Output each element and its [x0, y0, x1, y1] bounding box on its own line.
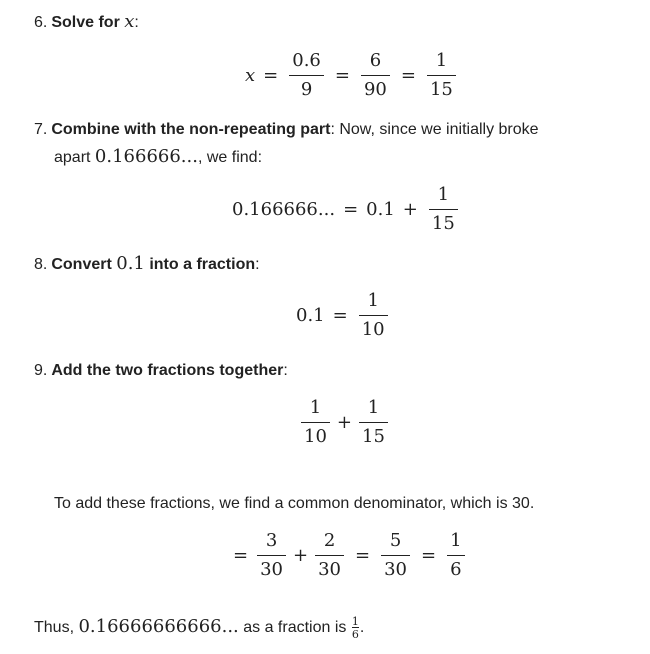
step-suffix: : [255, 256, 260, 273]
equation-10 [233, 530, 468, 581]
equals-sign: = [421, 545, 437, 566]
text-prefix: apart [54, 149, 95, 166]
plus-sign: + [402, 199, 418, 220]
equals-sign: = [343, 199, 359, 220]
numerator: 1 [367, 290, 379, 311]
numerator: 5 [389, 530, 402, 551]
fraction [429, 184, 458, 235]
step-number: 7. [34, 121, 48, 138]
equals-sign: = [233, 545, 249, 566]
numerator: 0.6 [292, 50, 321, 71]
step-number: 6. [34, 14, 48, 31]
numerator: 1 [351, 615, 359, 628]
fraction [359, 290, 388, 341]
plus-sign: + [336, 412, 352, 433]
numerator: 2 [323, 530, 336, 551]
numerator: 1 [435, 50, 448, 71]
denominator: 6 [447, 555, 464, 581]
equals-sign: = [263, 65, 279, 86]
step-6 [34, 11, 139, 34]
inline-fraction [352, 616, 359, 640]
step-title-post: into a fraction [144, 256, 256, 273]
step-title: Combine with the non-repeating part [51, 121, 331, 138]
denominator: 30 [381, 555, 410, 581]
plus-sign: + [293, 545, 309, 566]
conclusion-prefix: Thus, [34, 619, 79, 637]
fraction [301, 397, 330, 448]
step-suffix: : [283, 362, 288, 379]
common-denominator-text: To add these fractions, we find a common denominator, which is 30. [54, 495, 535, 512]
denominator: 90 [361, 75, 390, 101]
math-inline: 0.166666... [94, 146, 198, 167]
denominator: 6 [351, 628, 359, 641]
step-7 [34, 119, 539, 141]
fraction [257, 530, 286, 581]
math-inline: 0.1 [116, 253, 145, 274]
conclusion-mid: as a fraction is [238, 619, 351, 637]
equals-sign: = [355, 545, 371, 566]
fraction [289, 50, 324, 101]
numerator: 1 [450, 530, 462, 551]
numerator: 1 [437, 184, 450, 205]
variable-x: x [124, 11, 135, 32]
denominator: 9 [289, 75, 324, 101]
fraction [447, 530, 464, 581]
denominator: 10 [301, 422, 330, 448]
denominator: 30 [257, 555, 286, 581]
conclusion-end: . [359, 619, 365, 637]
equals-sign: = [332, 305, 348, 326]
denominator: 15 [359, 422, 388, 448]
eq-lhs: 0.166666... [232, 199, 336, 220]
equals-sign: = [334, 65, 350, 86]
eq-lhs: 0.1 [296, 305, 325, 326]
step-9 [34, 360, 288, 382]
fraction [381, 530, 410, 581]
step-text: : Now, since we initially broke [330, 121, 539, 138]
denominator: 15 [429, 209, 458, 235]
step-8 [34, 253, 260, 276]
equation-8 [296, 290, 391, 341]
numerator: 1 [367, 397, 380, 418]
step-number: 9. [34, 362, 48, 379]
numerator: 6 [369, 50, 382, 71]
equation-7 [232, 184, 461, 235]
fraction [361, 50, 390, 101]
numerator: 3 [265, 530, 278, 551]
step-suffix: : [134, 14, 139, 31]
denominator: 30 [315, 555, 344, 581]
equals-sign: = [400, 65, 416, 86]
equation-9 [298, 397, 391, 448]
text-suffix: , we find: [197, 149, 263, 166]
fraction [359, 397, 388, 448]
conclusion [34, 616, 364, 640]
eq-term: 0.1 [366, 199, 395, 220]
denominator: 15 [427, 75, 456, 101]
fraction [427, 50, 456, 101]
step-7-continuation [54, 146, 262, 169]
step-title: Solve for [51, 14, 120, 31]
step-number: 8. [34, 256, 48, 273]
step-title-pre: Convert [51, 256, 117, 273]
fraction [315, 530, 344, 581]
eq-lhs: x [245, 65, 256, 86]
numerator: 1 [309, 397, 322, 418]
step-title: Add the two fractions together [51, 362, 284, 379]
equation-6 [245, 50, 459, 101]
denominator: 10 [359, 315, 388, 341]
math-inline: 0.16666666666... [78, 616, 239, 638]
